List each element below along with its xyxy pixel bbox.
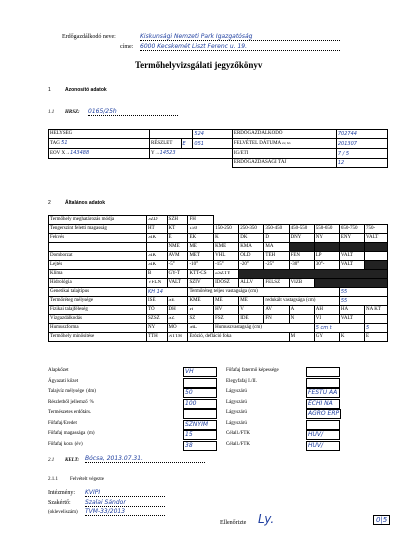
fizikai-opt: AV [264, 306, 289, 315]
genetikai-label: Genetikai talajtípus [49, 288, 147, 297]
hidrologia-opt: VFLN [147, 279, 168, 288]
signature: Ly. [258, 512, 275, 526]
teljes-vast-unit: (cm) [248, 289, 258, 294]
klima-opt: KTT-CS [188, 270, 214, 279]
lower-row-label: Elegyfafaj I./II. [226, 378, 257, 384]
page-number: 0|5 [373, 515, 390, 525]
lower-row-value: HUV/ [306, 430, 340, 440]
melyseg-opt: ISE [147, 297, 168, 306]
lower-row-value: AGRO ERP [308, 410, 340, 417]
domborzat-opt: VHL [214, 252, 239, 261]
lower-row [226, 398, 388, 408]
domborzat-opt: TEH [264, 252, 289, 261]
fizikai-opt: DH [167, 306, 188, 315]
fekves2-row [49, 243, 388, 252]
vizgazd-opt: SZ [167, 315, 188, 324]
lower-row-label: Célall./FTK [226, 441, 251, 447]
lower-row-label: Főfafaj/Eredet [48, 420, 77, 426]
helyseg-label: HELYSÉG [49, 130, 150, 139]
check-label: Ellenőrizte [220, 520, 247, 526]
lower-row [48, 377, 223, 387]
lower-row-value: HUV/ [306, 441, 340, 451]
igeti-label: IG/ETI [232, 149, 336, 159]
modszer-opt: FH [188, 216, 214, 225]
lower-row [48, 387, 223, 397]
expert-label: Szakértő: [48, 500, 71, 506]
section2-title: Általános adatok [65, 200, 106, 206]
lower-row-label: Lágyszárú [226, 399, 247, 405]
minosites-label: Termőhely minősítése [49, 333, 147, 342]
genetikai-row [49, 288, 388, 297]
humuszforma-opt: MO [167, 324, 188, 333]
teljes-vast-text: Termőréteg teljes vastagsága [189, 289, 248, 294]
magassag-label: Tengerszint feletti magasság [49, 225, 147, 234]
fekves-row [49, 234, 388, 243]
lejtes-opt: -20° [239, 261, 264, 270]
melyseg-opt: ME [239, 297, 264, 306]
tag-value: 51 [61, 140, 68, 146]
hidrologia-opt: VALT [167, 279, 188, 288]
fekves-opt: D [264, 234, 289, 243]
fekves-opt: DNY [289, 234, 314, 243]
melyseg-label: Termőréteg mélysége [49, 297, 147, 306]
reszlet-value: E [181, 139, 193, 149]
lower-row-value [306, 378, 340, 388]
fekves-opt: ENY [339, 234, 364, 243]
institution-label: Intézmény: [48, 490, 75, 496]
vizgazd-opt: VALT [339, 315, 364, 324]
domborzat-opt: OLD [239, 252, 264, 261]
lower-row-value [306, 367, 340, 377]
red-vast-label [264, 297, 339, 306]
fizikai-opt: HA [339, 306, 364, 315]
expert-value: Szalai Sándor [85, 499, 165, 507]
klima-opt: GY-T [167, 270, 188, 279]
lejtes-opt: -10° [188, 261, 214, 270]
fekves-opt2: KMA [239, 243, 264, 252]
reszlet-label: RÉSZLET [150, 139, 182, 149]
hidrologia-label: Hidrológia [49, 279, 147, 288]
hidrologia-opt: IDOSZ [214, 279, 239, 288]
lower-row-unit: (év) [74, 441, 83, 447]
magassag-opt: 450-550 [289, 225, 314, 234]
vizgazd-opt: VI [314, 315, 339, 324]
fizikai-row [49, 306, 388, 315]
lower-row-value: 100 [183, 399, 217, 409]
humuszforma-row [49, 324, 388, 333]
lower-row-value [183, 378, 217, 388]
humusz-vast-text: Humuszvastagság [215, 325, 252, 330]
lower-row [48, 398, 223, 408]
hidrologia-opt: SZIV [188, 279, 214, 288]
hidrologia-opt: FELSZ [264, 279, 289, 288]
humusz-vast-value: 5 cm t [314, 324, 364, 333]
lower-row-value: VH [183, 367, 217, 377]
lower-row-value: ECHI NA [306, 399, 340, 409]
fekves-opt: DK [239, 234, 264, 243]
fizikai-label: Fizikai talajféleség [49, 306, 147, 315]
lower-row [226, 419, 388, 429]
eov-label [49, 149, 150, 159]
magassag-opt: 150-250 [214, 225, 239, 234]
lower-row-unit: (m) [87, 431, 95, 436]
fizikai-opt: AH [314, 306, 339, 315]
humusz-vast-label [214, 324, 315, 333]
magassag-opt: 250-350 [239, 225, 264, 234]
felvetel-label [232, 139, 336, 149]
fekves-opt: EK [188, 234, 214, 243]
vizgazd-opt: FN [264, 315, 289, 324]
lower-row-label: Ágyazati kőzet [48, 378, 79, 384]
red-vast-unit: (cm) [305, 298, 316, 303]
domborzat-opt: SIK [147, 252, 168, 261]
y-label: Y→ [151, 151, 160, 156]
tag-text: TAG [50, 141, 60, 146]
lower-row [48, 440, 223, 450]
helyseg-code: 524 [193, 130, 233, 139]
magassag-opt: 150 [188, 225, 214, 234]
genetikai-value: KH 14 [147, 288, 188, 297]
lower-block [48, 366, 388, 452]
felvetel-value: 201307 [336, 139, 387, 149]
fizikai-opt: H [188, 306, 214, 315]
erozio-opt: E [365, 333, 388, 342]
fekves-opt: VALT [365, 234, 388, 243]
license-label: (okleveliszám) [48, 510, 78, 515]
lejtes-opt: -5° [167, 261, 188, 270]
lower-row-unit: (dm) [86, 389, 96, 394]
fekves-opt2: NME [167, 243, 188, 252]
fekves-opt2: MA [264, 243, 289, 252]
lower-row-label: Főfafaj kora [48, 441, 73, 447]
erozio-opt: M [289, 333, 314, 342]
teljes-vast-value: 55 [339, 288, 387, 297]
erozio-label: Erózió, defláció foka [188, 333, 289, 342]
vizgazd-label: Vízgazdálkodás [49, 315, 147, 324]
modszer-label: Termőhely meghatározás módja [49, 216, 147, 225]
humuszforma-label: Humuszforma [49, 324, 147, 333]
address-value: 6000 Kecskemét Liszt Ferenc u. 19. [140, 43, 340, 51]
domborzat-label: Domborzat [49, 252, 147, 261]
vizgazd-row [49, 315, 388, 324]
lower-row-value: SZNYIM [183, 420, 217, 430]
lower-row [48, 408, 223, 418]
x-value: 143488 [70, 150, 90, 156]
lower-row [226, 408, 388, 418]
hidrologia-row [49, 279, 388, 288]
section11-number: 1.1 [48, 110, 55, 115]
lower-row [226, 440, 388, 450]
teljes-vast-label [188, 288, 339, 297]
klima-row [49, 270, 388, 279]
address-label: címe: [120, 44, 134, 50]
lower-row [48, 429, 223, 439]
producer-label: Erdőgazdálkodó neve: [62, 34, 116, 40]
lower-row-value: FESTU AA [306, 388, 340, 398]
section211-number: 2.1.1 [48, 477, 58, 482]
lower-row-label: Talajvíz mélysége [48, 389, 85, 394]
hidrologia-opt: ALLV [239, 279, 264, 288]
fizikai-opt: HV [214, 306, 239, 315]
lower-row [48, 419, 223, 429]
lejtes-row [49, 261, 388, 270]
domborzat-opt: AVM [167, 252, 188, 261]
humusz-vast-unit: (cm) [252, 325, 262, 330]
lower-row [48, 366, 223, 376]
document-title: Termőhelyvizsgálati jegyzőkönyv [135, 60, 263, 70]
lejtes-opt: -15° [214, 261, 239, 270]
vizgazd-opt: IDE [239, 315, 264, 324]
institution-value: KVIPI [85, 489, 165, 497]
fizikai-opt: V [239, 306, 264, 315]
humuszforma-opt: ML [188, 324, 214, 333]
section2-number: 2 [48, 200, 51, 206]
lower-row-value [306, 420, 340, 430]
vizgazd-opt: N [289, 315, 314, 324]
vizgazd-opt: SZ [188, 315, 214, 324]
melyseg-opt: SE [167, 297, 188, 306]
fekves-opt: SIK [147, 234, 168, 243]
melyseg-opt: KME [188, 297, 214, 306]
reszlet-number: 051 [193, 139, 233, 149]
lower-row-value [183, 409, 217, 419]
magassag-opt: 350-450 [264, 225, 289, 234]
modszer-row [49, 216, 388, 225]
hrsz-value: 0165/25h [88, 108, 178, 116]
erozio-opt: GY [314, 333, 339, 342]
id-table [48, 129, 388, 168]
lejtes-opt: 30°- [314, 261, 339, 270]
fekves-opt2: KME [214, 243, 239, 252]
lejtes-opt: VALT [339, 261, 364, 270]
domborzat-opt: MET [188, 252, 214, 261]
humuszforma-opt: NY [147, 324, 168, 333]
lower-row-value: 50 [183, 388, 217, 398]
producer-value: Kiskunsági Nemzeti Park Igazgatóság [140, 33, 340, 41]
magassag-opt: 650-750 [339, 225, 364, 234]
kelt-value: Bócsa, 2013.07.31. [85, 455, 205, 463]
lower-row-label: Lágyszárú [226, 420, 247, 426]
erozio-opt: K [339, 333, 364, 342]
y-cell [150, 149, 233, 159]
section21-number: 2.1 [48, 458, 55, 463]
red-vast-value: 55 [339, 297, 387, 306]
klima-opt: ESZTY [214, 270, 239, 279]
tag-label [49, 139, 150, 149]
vizgazd-opt: FSZ [214, 315, 239, 324]
erdogazd-label: ERDŐGAZDÁLKODÓ [232, 130, 336, 139]
y-value: 14523 [159, 150, 176, 156]
fekves-opt: É [167, 234, 188, 243]
lower-row-value: 38 [183, 441, 217, 451]
license-value: TVM-33/2013 [85, 508, 165, 516]
domborzat-opt: LP [314, 252, 339, 261]
lower-row [226, 429, 388, 439]
lower-row-label: Lágyszárú [226, 389, 247, 394]
klima-label: Klíma [49, 270, 147, 279]
fizikai-opt-pair [365, 306, 388, 315]
fizikai-opt: KT [374, 307, 381, 312]
magassag-opt: HT [147, 225, 168, 234]
lower-row-label: Alapkőzet [48, 368, 69, 373]
eov-text: EOV [50, 151, 61, 156]
magassag-opt: KT [167, 225, 188, 234]
lower-row [226, 366, 388, 376]
domborzat-opt: FEN [289, 252, 314, 261]
taj-value: 12 [336, 159, 387, 168]
magassag-opt: 550-650 [314, 225, 339, 234]
lower-row [226, 377, 388, 387]
minosites-row [49, 333, 388, 342]
lejtes-opt: -25° [264, 261, 289, 270]
fizikai-opt: NA [366, 307, 373, 312]
fekves-label: Fekvés [49, 234, 147, 243]
lower-row-label: Részletből jellemző [48, 399, 88, 405]
minosites-opt: NTTH [167, 333, 188, 342]
modszer-opt: SZH [167, 216, 188, 225]
lejtes-opt: SIK [147, 261, 168, 270]
lower-row-label: Természetes erdőtárs. [48, 410, 92, 415]
domborzat-opt: VALT [339, 252, 364, 261]
general-table [48, 215, 388, 342]
lower-row-label: Célall./FTK [226, 431, 251, 436]
lower-row-label: Főfafaj magassága [48, 431, 86, 436]
igeti-value: 7 / 5 [336, 149, 387, 159]
magassag-opt: 750- [365, 225, 388, 234]
humusz-vast-num: 5 [365, 324, 388, 333]
fekves-opt: NY [314, 234, 339, 243]
lower-row [226, 387, 388, 397]
lejtes-opt: -30° [289, 261, 314, 270]
vizgazd-opt: SZSZ [147, 315, 168, 324]
melyseg-row [49, 297, 388, 306]
modszer-opt: SZD [147, 216, 168, 225]
magassag-row [49, 225, 388, 234]
hidrologia-opt: VIZB [289, 279, 314, 288]
taj-label: ERDŐGAZDASÁGI TÁJ [232, 159, 336, 168]
minosites-opt: TTH [147, 333, 168, 342]
lower-row-label: Főfafaj fatermő képessége [226, 368, 279, 373]
fekves-opt: K [214, 234, 239, 243]
x-label: X→ [61, 151, 71, 156]
hrsz-label: HRSZ: [65, 110, 80, 115]
melyseg-opt: ME [214, 297, 239, 306]
section1-title: Azonosító adatok [65, 87, 107, 93]
kelt-label: KELT: [65, 458, 79, 463]
section1-number: 1 [48, 87, 51, 93]
lower-row-label: Lágyszárú [226, 410, 247, 415]
fekves-opt2: ME [188, 243, 214, 252]
fizikai-opt: A [289, 306, 314, 315]
klima-opt: B [147, 270, 168, 279]
section211-title: Felvételt végezte [70, 477, 105, 482]
lower-row-unit: % [89, 399, 94, 405]
domborzat-row [49, 252, 388, 261]
felvetel-text: FELVÉTEL DÁTUMA [233, 141, 281, 146]
fizikai-opt: TŐ [147, 306, 168, 315]
lejtes-label: Lejtés [49, 261, 147, 270]
felvetel-unit: év, hó [282, 141, 291, 145]
lower-row-value: 15 [183, 430, 217, 440]
erdogazd-code: 702744 [336, 130, 387, 139]
red-vast-text: redukált vastagsága [265, 298, 305, 303]
